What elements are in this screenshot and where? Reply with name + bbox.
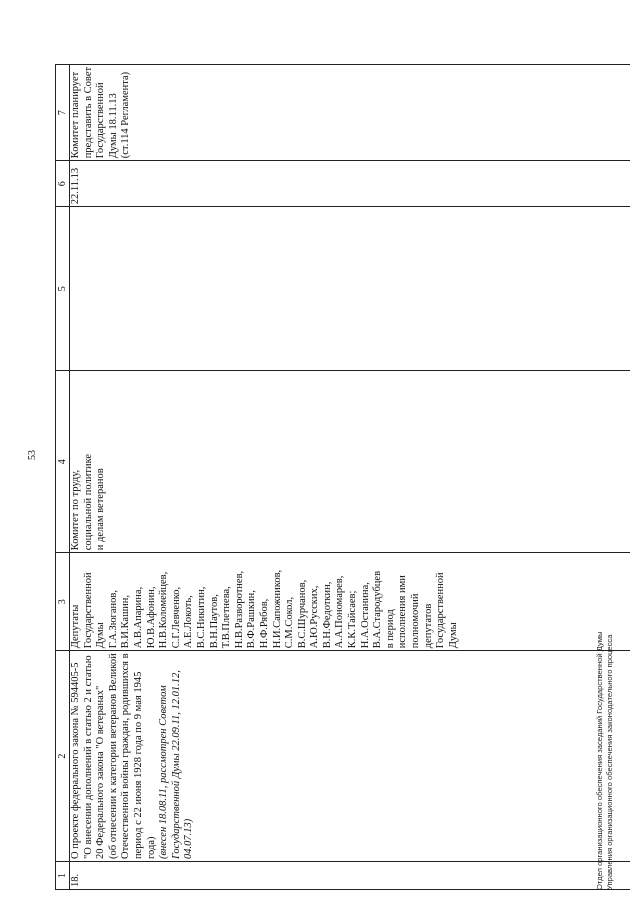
- text-line: (ст.114 Регламента): [120, 71, 132, 159]
- text-line: Т.В.Плетнева,: [221, 586, 233, 649]
- date: 22.11.13: [70, 167, 81, 205]
- text-line: Думы: [95, 622, 107, 649]
- text-line: исполнения ими: [397, 575, 409, 649]
- text-line: (об отнесении к категории ветеранов Великой: [107, 653, 119, 859]
- text-line: В.А.Стародубцев: [372, 570, 384, 649]
- page-number: 53: [27, 450, 38, 460]
- text-line: Думы: [447, 622, 459, 649]
- committee-cell: [70, 371, 631, 553]
- text-line: Комитет по труду,: [70, 469, 81, 551]
- text-line: Государственной: [435, 572, 447, 649]
- text-line: 04.07.13): [183, 818, 195, 859]
- footer: [595, 632, 614, 890]
- bill-title-cell: [70, 651, 631, 862]
- text-line: В.Н.Федоткин,: [321, 581, 333, 649]
- text-line: Г.А.Зюганов,: [107, 590, 119, 649]
- column-header: 7: [56, 64, 70, 160]
- row-number: 18.: [70, 862, 631, 890]
- text-line: В.Н.Паутов,: [208, 594, 220, 649]
- plan-text: [70, 67, 133, 158]
- footer-line: Управления организационного обеспечения законодательного процесса: [604, 634, 614, 890]
- text-line: В.С.Никитин,: [195, 586, 207, 649]
- column-header: 4: [56, 371, 70, 553]
- initiators-cell: [70, 553, 631, 651]
- text-line: А.Е.Локоть,: [183, 595, 195, 649]
- text-line: Н.В.Разворотнев,: [233, 570, 245, 649]
- column-header: 5: [56, 207, 70, 371]
- text-line: Думы 18.11.13: [107, 93, 119, 159]
- text-line: В.С.Шурчанов,: [296, 579, 308, 649]
- agenda-table: [55, 64, 630, 890]
- text-line: Депутаты: [70, 604, 81, 649]
- text-line: Ю.В.Афонин,: [145, 586, 157, 649]
- column-header: 1: [56, 862, 70, 890]
- table-row: [70, 64, 631, 889]
- text-line: полномочий: [410, 593, 422, 649]
- committee-name: [70, 373, 108, 550]
- text-line: А.Ю.Русских,: [309, 585, 321, 649]
- footer-line: Отдел организационного обеспечения заседаний Государственной Думы: [595, 631, 604, 890]
- text-line: В.Ф.Рашкин,: [246, 590, 258, 649]
- text-line: социальной политике: [82, 453, 94, 551]
- initiators-list: [70, 555, 460, 648]
- text-line: Н.И.Сапожников,: [271, 569, 283, 649]
- text-line: О проекте федерального закона № 594405-5: [70, 662, 81, 859]
- text-line: В.И.Кашин,: [120, 594, 132, 649]
- text-line: Комитет планирует: [70, 71, 81, 159]
- text-line: Государственной: [82, 572, 94, 649]
- text-line: Государственной: [95, 82, 107, 159]
- text-line: Н.В.Коломейцев,: [158, 571, 170, 649]
- text-line: С.Г.Левченко,: [170, 586, 182, 649]
- column-header: 3: [56, 553, 70, 651]
- text-line: (внесен 18.08.11, рассмотрен Советом: [158, 685, 170, 859]
- column-header-row: [56, 64, 70, 889]
- text-line: Н.А.Останина,: [359, 582, 371, 649]
- text-line: Н.Ф.Рябов,: [258, 598, 270, 649]
- text-line: в период: [384, 609, 396, 649]
- date-cell: [70, 161, 631, 207]
- bill-title: [70, 653, 158, 859]
- text-line: С.М.Сокол,: [284, 596, 296, 649]
- text-line: период с 22 июня 1928 года по 9 мая 1945: [132, 671, 144, 859]
- text-line: А.В.Апарина,: [132, 586, 144, 649]
- text-line: К.К.Тайсаев;: [347, 590, 359, 649]
- text-line: и делам ветеранов: [95, 468, 107, 551]
- bill-note: [158, 653, 196, 859]
- column-header: 2: [56, 651, 70, 862]
- text-line: 20 Федерального закона "О ветеранах": [95, 685, 107, 859]
- text-line: года): [145, 836, 157, 859]
- document-sheet: [25, 0, 615, 890]
- text-line: представить в Совет: [82, 66, 94, 159]
- empty-cell: [70, 207, 631, 371]
- column-header: 6: [56, 161, 70, 207]
- text-line: "О внесении дополнений в статью 2 и статью: [82, 655, 94, 859]
- text-line: А.А.Пономарев,: [334, 575, 346, 649]
- plan-cell: [70, 64, 631, 160]
- text-line: депутатов: [422, 603, 434, 649]
- text-line: Государственной Думы 22.09.11, 12.01.12,: [170, 670, 182, 859]
- text-line: Отечественной войны граждан, родившихся в: [120, 653, 132, 859]
